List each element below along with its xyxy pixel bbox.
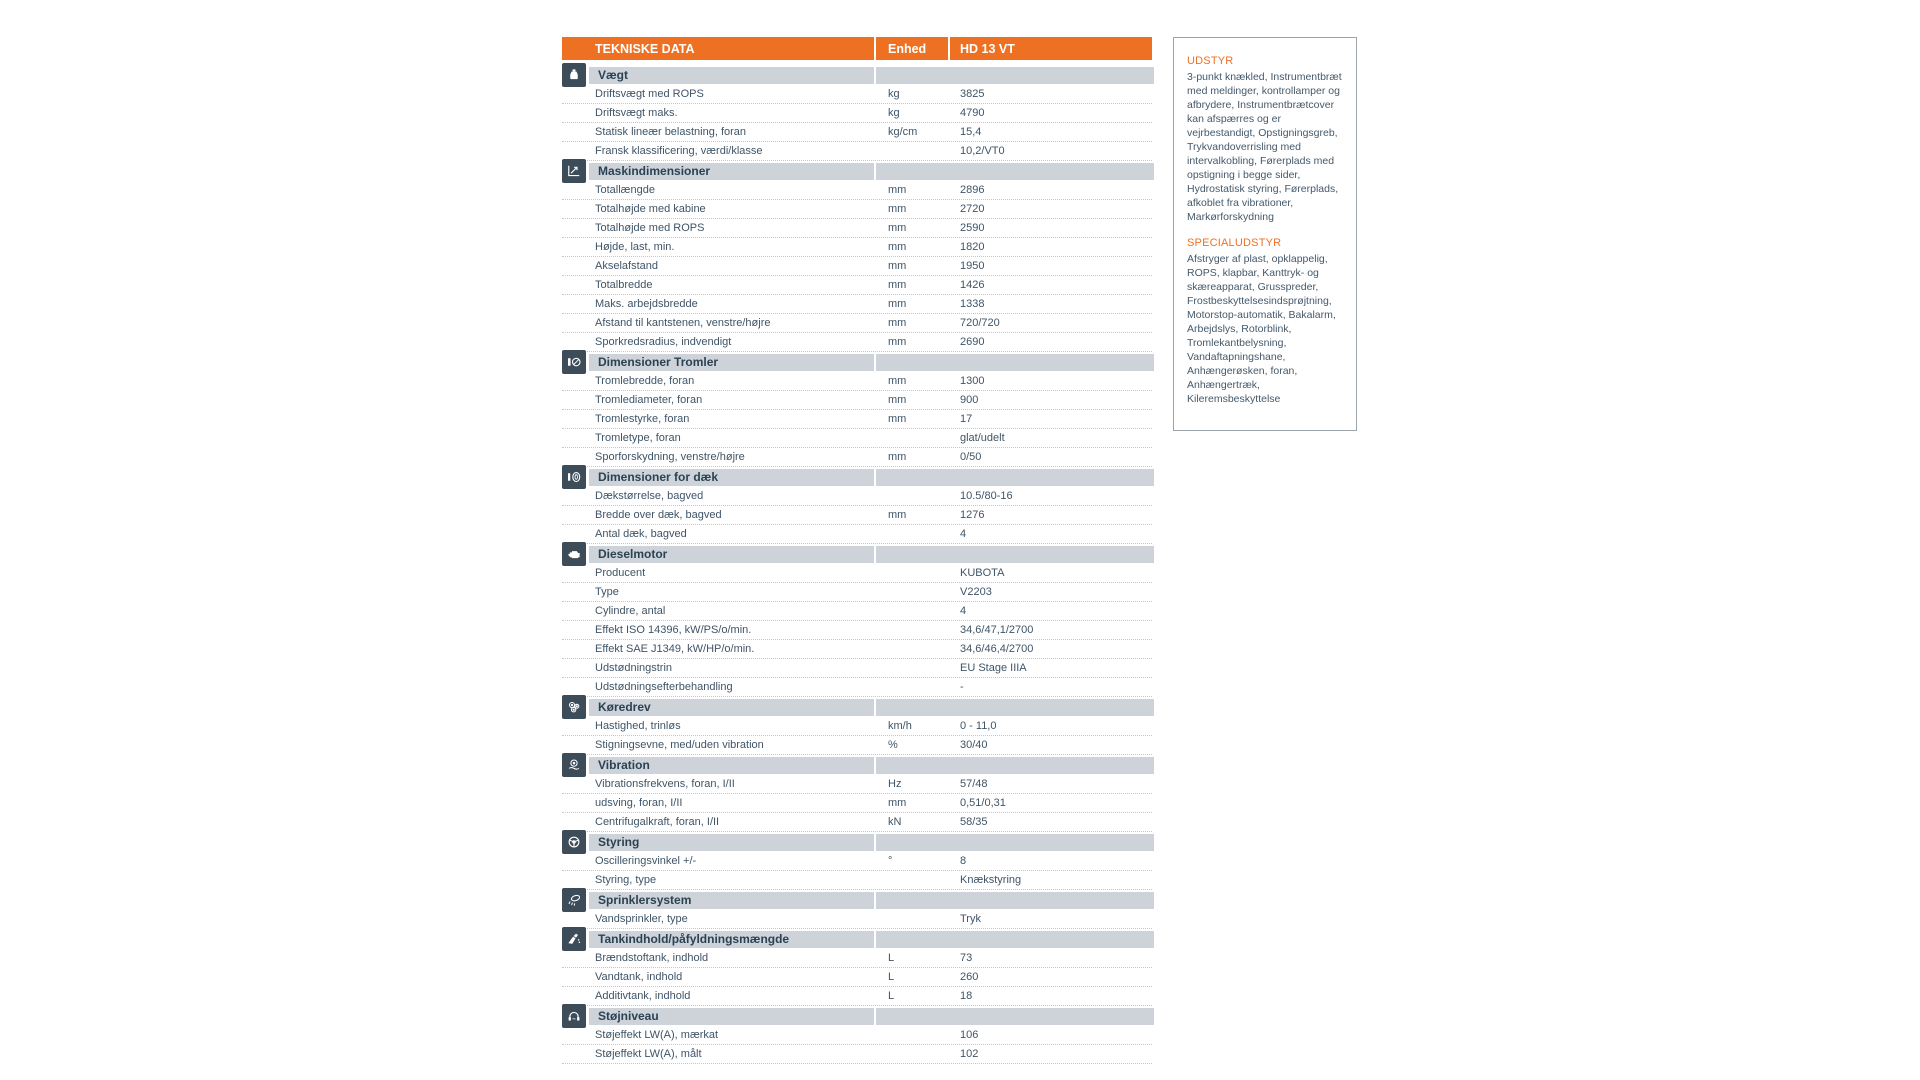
parameter-label: Tromlestyrke, foran <box>562 410 874 429</box>
section-title: Køredrev <box>598 700 651 714</box>
parameter-label: Tromlebredde, foran <box>562 372 874 391</box>
parameter-label: Vandtank, indhold <box>562 968 874 987</box>
column-header-parameter: TEKNISKE DATA <box>562 37 874 60</box>
table-row <box>562 736 1152 755</box>
section-header-row <box>562 161 1152 181</box>
unit-value: mm <box>874 276 948 295</box>
parameter-label: Effekt ISO 14396, kW/PS/o/min. <box>562 621 874 640</box>
unit-value <box>874 659 948 678</box>
model-value: 73 <box>948 949 1152 968</box>
section-header-row <box>562 467 1152 487</box>
model-value: 0 - 11,0 <box>948 717 1152 736</box>
table-row <box>562 314 1152 333</box>
unit-value: mm <box>874 181 948 200</box>
parameter-label: Maks. arbejdsbredde <box>562 295 874 314</box>
unit-value: kg <box>874 104 948 123</box>
model-value: 900 <box>948 391 1152 410</box>
table-row <box>562 987 1152 1006</box>
parameter-label: Antal dæk, bagved <box>562 525 874 544</box>
model-value: 10.5/80-16 <box>948 487 1152 506</box>
special-equipment-text: Afstryger af plast, opklappelig, ROPS, klapbar, Kanttryk- og skæreapparat, Grusspreder, Frostbeskyttelsesindsprøjtning, Motorstop-automatik, Bakalarm, Arbejdslys, Rotorblink, Tromlekantbelysning, Vandaftapningshane, Anhængerøsken, foran, Anhængertræk, Kileremsbeskyttelse <box>1187 253 1336 405</box>
table-row <box>562 794 1152 813</box>
parameter-label: Tromletype, foran <box>562 429 874 448</box>
equipment-title: UDSTYR <box>1187 55 1234 67</box>
model-value: 34,6/46,4/2700 <box>948 640 1152 659</box>
table-row <box>562 852 1152 871</box>
model-value: 1338 <box>948 295 1152 314</box>
table-row <box>562 181 1152 200</box>
unit-value: kN <box>874 813 948 832</box>
equipment-box <box>1173 37 1357 431</box>
machine-dimensions-icon <box>562 159 586 183</box>
sprinkler-icon <box>562 888 586 912</box>
unit-value: mm <box>874 391 948 410</box>
section-header-row <box>562 544 1152 564</box>
steering-icon <box>562 830 586 854</box>
parameter-label: Støjeffekt LW(A), målt <box>562 1045 874 1064</box>
vibration-icon <box>562 753 586 777</box>
parameter-label: Type <box>562 583 874 602</box>
unit-value: kg/cm <box>874 123 948 142</box>
unit-value: % <box>874 736 948 755</box>
table-row <box>562 448 1152 467</box>
unit-value <box>874 678 948 697</box>
section-header-row <box>562 929 1152 949</box>
parameter-label: Cylindre, antal <box>562 602 874 621</box>
model-value: EU Stage IIIA <box>948 659 1152 678</box>
parameter-label: udsving, foran, I/II <box>562 794 874 813</box>
section-header-row <box>562 352 1152 372</box>
table-row <box>562 85 1152 104</box>
parameter-label: Vibrationsfrekvens, foran, I/II <box>562 775 874 794</box>
table-row <box>562 257 1152 276</box>
model-value: - <box>948 678 1152 697</box>
unit-value <box>874 871 948 890</box>
parameter-label: Fransk klassificering, værdi/klasse <box>562 142 874 161</box>
unit-value: Hz <box>874 775 948 794</box>
table-row <box>562 200 1152 219</box>
model-value: 102 <box>948 1045 1152 1064</box>
unit-value <box>874 910 948 929</box>
table-row <box>562 1026 1152 1045</box>
unit-value: mm <box>874 314 948 333</box>
model-value: 720/720 <box>948 314 1152 333</box>
unit-value: L <box>874 949 948 968</box>
parameter-label: Driftsvægt maks. <box>562 104 874 123</box>
model-value: Tryk <box>948 910 1152 929</box>
model-value: 15,4 <box>948 123 1152 142</box>
parameter-label: Oscilleringsvinkel +/- <box>562 852 874 871</box>
table-row <box>562 429 1152 448</box>
table-row <box>562 391 1152 410</box>
model-value: 2720 <box>948 200 1152 219</box>
section-title: Dimensioner Tromler <box>598 355 719 369</box>
model-value: 0,51/0,31 <box>948 794 1152 813</box>
model-value: 260 <box>948 968 1152 987</box>
table-row <box>562 276 1152 295</box>
table-row <box>562 678 1152 697</box>
table-row <box>562 602 1152 621</box>
table-row <box>562 949 1152 968</box>
table-row <box>562 333 1152 352</box>
unit-value: kg <box>874 85 948 104</box>
unit-value: mm <box>874 219 948 238</box>
parameter-label: Driftsvægt med ROPS <box>562 85 874 104</box>
drum-dimensions-icon <box>562 350 586 374</box>
table-row <box>562 295 1152 314</box>
diesel-engine-icon <box>562 542 586 566</box>
unit-value <box>874 583 948 602</box>
unit-value: mm <box>874 794 948 813</box>
table-row <box>562 487 1152 506</box>
unit-value <box>874 602 948 621</box>
weight-icon <box>562 63 586 87</box>
table-row <box>562 968 1152 987</box>
parameter-label: Producent <box>562 564 874 583</box>
unit-value <box>874 1045 948 1064</box>
unit-value: L <box>874 968 948 987</box>
model-value: 2690 <box>948 333 1152 352</box>
parameter-label: Totallængde <box>562 181 874 200</box>
parameter-label: Akselafstand <box>562 257 874 276</box>
parameter-label: Hastighed, trinløs <box>562 717 874 736</box>
model-value: 1820 <box>948 238 1152 257</box>
table-row <box>562 775 1152 794</box>
table-row <box>562 564 1152 583</box>
technical-data-table <box>562 37 1152 1064</box>
section-title: Dieselmotor <box>598 547 668 561</box>
model-value: 57/48 <box>948 775 1152 794</box>
section-title: Vibration <box>598 758 650 772</box>
table-row <box>562 219 1152 238</box>
unit-value <box>874 487 948 506</box>
unit-value: L <box>874 987 948 1006</box>
parameter-label: Sporforskydning, venstre/højre <box>562 448 874 467</box>
column-header-unit: Enhed <box>874 37 948 60</box>
unit-value: mm <box>874 410 948 429</box>
model-value: 30/40 <box>948 736 1152 755</box>
tank-icon <box>562 927 586 951</box>
section-header-row <box>562 697 1152 717</box>
section-title: Vægt <box>598 68 628 82</box>
parameter-label: Totalhøjde med ROPS <box>562 219 874 238</box>
unit-value: mm <box>874 200 948 219</box>
table-row <box>562 640 1152 659</box>
model-value: 0/50 <box>948 448 1152 467</box>
unit-value <box>874 564 948 583</box>
model-value: 4790 <box>948 104 1152 123</box>
section-title: Dimensioner for dæk <box>598 470 719 484</box>
table-row <box>562 506 1152 525</box>
parameter-label: Dækstørrelse, bagved <box>562 487 874 506</box>
parameter-label: Effekt SAE J1349, kW/HP/o/min. <box>562 640 874 659</box>
section-header-row <box>562 755 1152 775</box>
table-row <box>562 238 1152 257</box>
parameter-label: Statisk lineær belastning, foran <box>562 123 874 142</box>
parameter-label: Styring, type <box>562 871 874 890</box>
parameter-label: Udstødningsefterbehandling <box>562 678 874 697</box>
model-value: 10,2/VT0 <box>948 142 1152 161</box>
unit-value: km/h <box>874 717 948 736</box>
parameter-label: Sporkredsradius, indvendigt <box>562 333 874 352</box>
unit-value: mm <box>874 295 948 314</box>
parameter-label: Totalbredde <box>562 276 874 295</box>
section-title: Styring <box>598 835 640 849</box>
model-value: 18 <box>948 987 1152 1006</box>
unit-value <box>874 142 948 161</box>
section-title: Maskindimensioner <box>598 164 711 178</box>
noise-icon <box>562 1004 586 1028</box>
unit-value <box>874 621 948 640</box>
table-row <box>562 813 1152 832</box>
unit-value <box>874 1026 948 1045</box>
section-header-row <box>562 1006 1152 1026</box>
section-title: Sprinklersystem <box>598 893 692 907</box>
parameter-label: Centrifugalkraft, foran, I/II <box>562 813 874 832</box>
model-value: 106 <box>948 1026 1152 1045</box>
unit-value: ° <box>874 852 948 871</box>
table-row <box>562 1045 1152 1064</box>
table-row <box>562 123 1152 142</box>
parameter-label: Tromlediameter, foran <box>562 391 874 410</box>
parameter-label: Udstødningstrin <box>562 659 874 678</box>
model-value: 2590 <box>948 219 1152 238</box>
model-value: Knækstyring <box>948 871 1152 890</box>
section-header-row <box>562 832 1152 852</box>
table-row <box>562 910 1152 929</box>
model-value: 17 <box>948 410 1152 429</box>
table-row <box>562 717 1152 736</box>
unit-value: mm <box>874 448 948 467</box>
parameter-label: Brændstoftank, indhold <box>562 949 874 968</box>
table-row <box>562 104 1152 123</box>
parameter-label: Vandsprinkler, type <box>562 910 874 929</box>
model-value: 4 <box>948 602 1152 621</box>
model-value: V2203 <box>948 583 1152 602</box>
model-value: 3825 <box>948 85 1152 104</box>
model-value: glat/udelt <box>948 429 1152 448</box>
parameter-label: Afstand til kantstenen, venstre/højre <box>562 314 874 333</box>
unit-value: mm <box>874 238 948 257</box>
unit-value: mm <box>874 506 948 525</box>
model-value: 34,6/47,1/2700 <box>948 621 1152 640</box>
model-value: 58/35 <box>948 813 1152 832</box>
section-header-row <box>562 890 1152 910</box>
table-row <box>562 372 1152 391</box>
column-header-model: HD 13 VT <box>948 37 1152 60</box>
table-row <box>562 410 1152 429</box>
parameter-label: Højde, last, min. <box>562 238 874 257</box>
unit-value: mm <box>874 372 948 391</box>
table-row <box>562 583 1152 602</box>
parameter-label: Stigningsevne, med/uden vibration <box>562 736 874 755</box>
unit-value: mm <box>874 257 948 276</box>
drivetrain-icon <box>562 695 586 719</box>
table-row <box>562 142 1152 161</box>
model-value: 4 <box>948 525 1152 544</box>
model-value: KUBOTA <box>948 564 1152 583</box>
model-value: 1426 <box>948 276 1152 295</box>
table-header-row <box>562 37 1152 60</box>
parameter-label: Bredde over dæk, bagved <box>562 506 874 525</box>
section-title: Støjniveau <box>598 1009 659 1023</box>
special-equipment-title: SPECIALUDSTYR <box>1187 237 1282 249</box>
parameter-label: Totalhøjde med kabine <box>562 200 874 219</box>
unit-value <box>874 429 948 448</box>
section-title: Tankindhold/påfyldningsmængde <box>598 932 790 946</box>
table-row <box>562 659 1152 678</box>
unit-value <box>874 525 948 544</box>
table-row <box>562 525 1152 544</box>
equipment-text: 3-punkt knækled, Instrumentbræt med meldinger, kontrollamper og afbrydere, Instrumentbrætcover kan afspærres og er vejrbestandigt, Opstigningsgreb, Trykvandoverrisling med intervalkobling, Førerplads med opstigning i begge sider, Hydrostatisk styring, Førerplads, afkoblet fra vibrationer, Markørforskydning <box>1187 71 1342 223</box>
unit-value: mm <box>874 333 948 352</box>
section-header-row <box>562 65 1152 85</box>
parameter-label: Støjeffekt LW(A), mærkat <box>562 1026 874 1045</box>
table-row <box>562 621 1152 640</box>
model-value: 8 <box>948 852 1152 871</box>
model-value: 2896 <box>948 181 1152 200</box>
model-value: 1276 <box>948 506 1152 525</box>
model-value: 1300 <box>948 372 1152 391</box>
tire-dimensions-icon <box>562 465 586 489</box>
table-row <box>562 871 1152 890</box>
model-value: 1950 <box>948 257 1152 276</box>
unit-value <box>874 640 948 659</box>
parameter-label: Additivtank, indhold <box>562 987 874 1006</box>
